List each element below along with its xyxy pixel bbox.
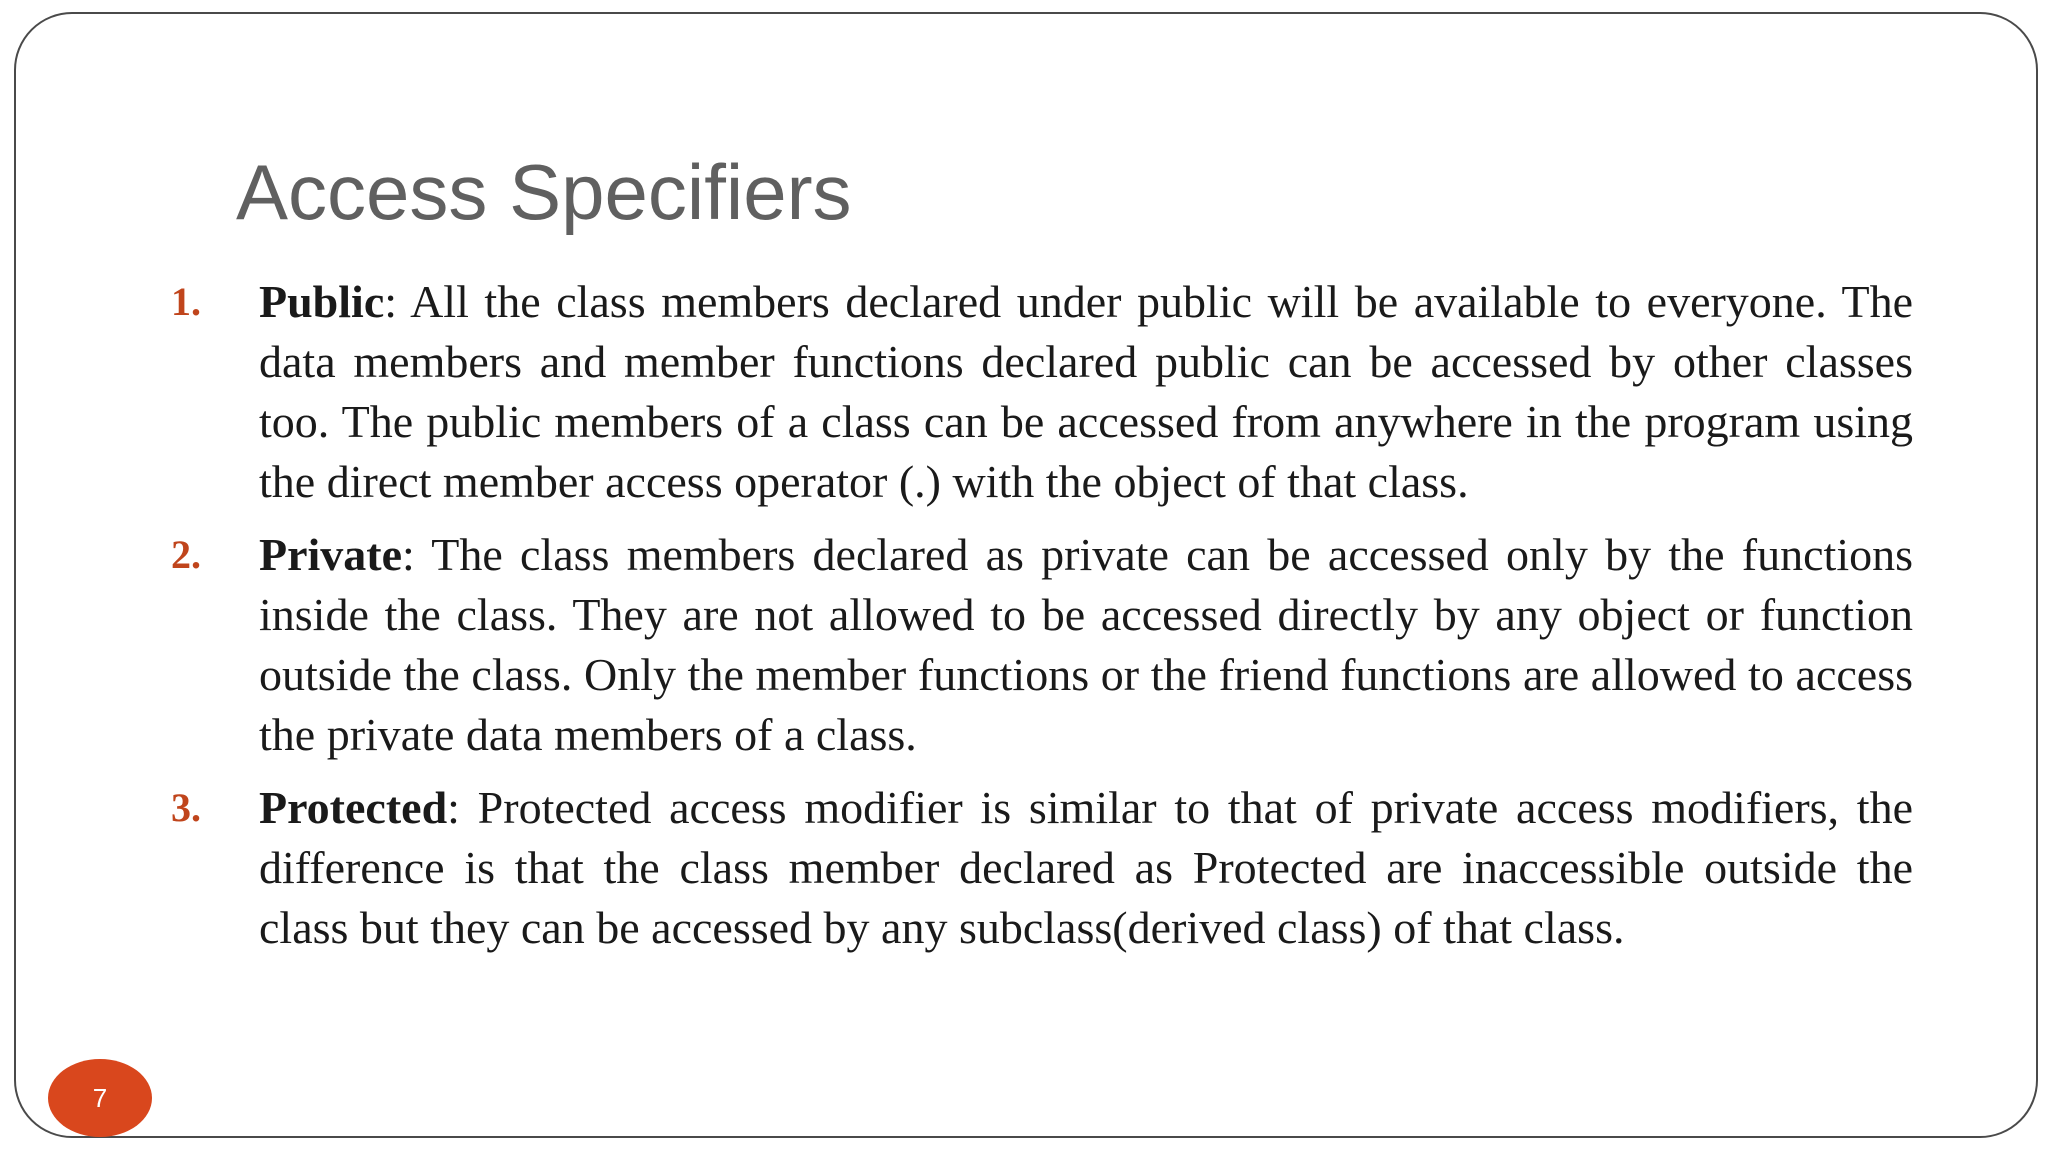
item-description: All the class members declared under public will be available to everyone. The data members and member functions declared public can be accessed by other classes too. The public members of a class can be accessed from anywhere in the program using the direct member access operator (.) with the object of that class. (259, 276, 1913, 507)
list-number: 2. (171, 532, 201, 577)
list-item-private (171, 525, 1913, 765)
term-separator: : (402, 529, 415, 580)
slide-number-badge: 7 (48, 1059, 152, 1137)
term-separator: : (447, 782, 460, 833)
list-item-protected (171, 778, 1913, 958)
access-specifier-list (171, 272, 1913, 971)
list-number: 3. (171, 785, 201, 830)
slide-title: Access Specifiers (236, 148, 852, 236)
item-description: The class members declared as private can be accessed only by the functions inside the class. They are not allowed to be accessed directly by any object or function outside the class. Only the member functions or the friend functions are allowed to access the private data members of a class. (259, 529, 1913, 760)
item-description: Protected access modifier is similar to that of private access modifiers, the difference is that the class member declared as Protected are inaccessible outside the class but they can be accessed by any subclass(derived class) of that class. (259, 782, 1913, 953)
term-public: Public (259, 276, 385, 327)
list-number: 1. (171, 279, 201, 324)
term-private: Private (259, 529, 403, 580)
slide-frame (14, 12, 2038, 1138)
term-protected: Protected (259, 782, 448, 833)
list-item-public (171, 272, 1913, 512)
term-separator: : (384, 276, 398, 327)
